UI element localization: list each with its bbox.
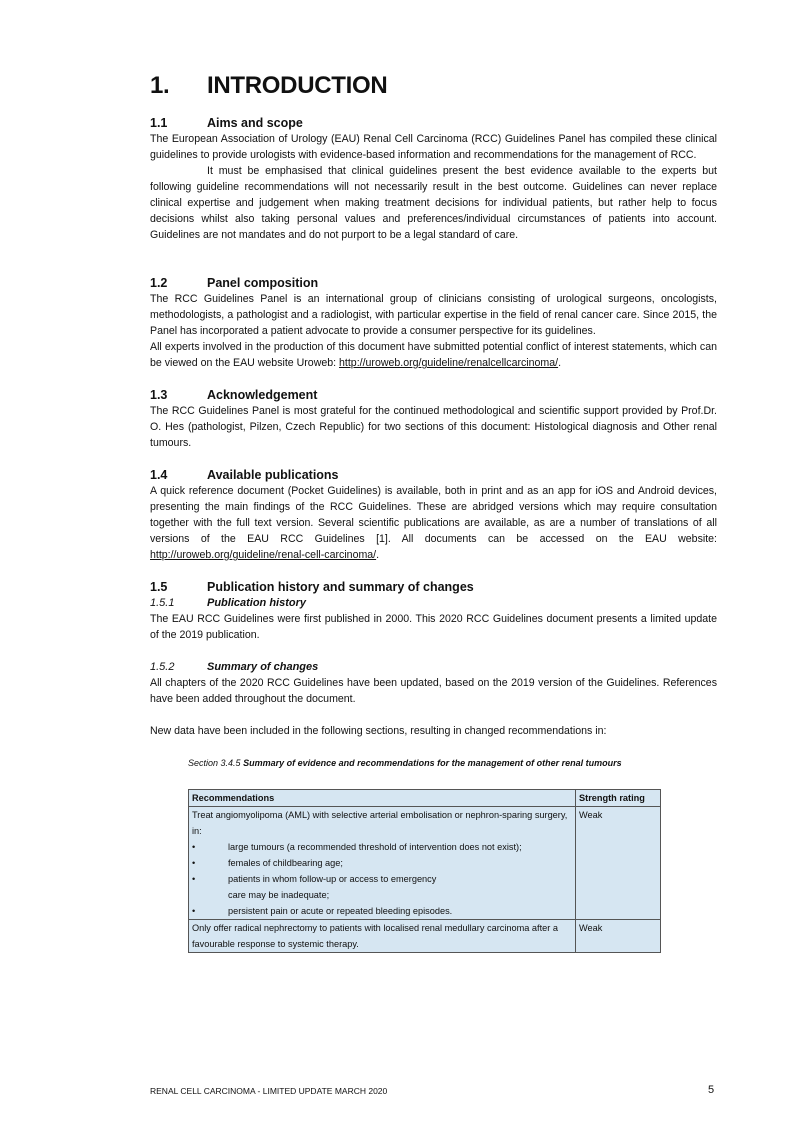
page-number: 5 <box>708 1084 715 1096</box>
section-1-3 <box>150 387 717 451</box>
section-heading: 1.1 Aims and scope <box>150 116 303 130</box>
table-header-row: Recommendations Strength rating <box>189 790 661 807</box>
recommendations-table <box>188 789 661 953</box>
paragraph: The RCC Guidelines Panel is most grateful for the continued methodological and scientific support provided by Prof.Dr. O. Hes (pathologist, Pilzen, Czech Republic) for two sections of this document: Histological diagnosis and Other renal tumours. <box>150 405 717 449</box>
section-1-4 <box>150 467 717 563</box>
paragraph: The European Association of Urology (EAU) Renal Cell Carcinoma (RCC) Guidelines Panel has compiled these clinical guidelines to provide urologists with evidence-based information and recommendations for the management of RCC. <box>150 133 717 161</box>
paragraph: All experts involved in the production of this document have submitted potential conflict of interest statements, which can be viewed on the EAU website Uroweb: http://uroweb.org/guideline/renalcellcarcinoma/. <box>150 341 717 369</box>
uroweb-link[interactable]: http://uroweb.org/guideline/renalcellcarcinoma/ <box>339 357 559 369</box>
subsection-heading: 1.5.2 Summary of changes <box>150 661 319 673</box>
section-heading: 1.5 Publication history and summary of changes <box>150 580 474 594</box>
table-caption: Section 3.4.5 Summary of evidence and recommendations for the management of other renal tumours <box>188 758 622 768</box>
chapter-title: 1. INTRODUCTION <box>150 72 388 99</box>
uroweb-link[interactable]: http://uroweb.org/guideline/renal-cell-carcinoma/ <box>150 549 377 561</box>
list-item: • females of childbearing age; <box>192 858 343 868</box>
section-1-2 <box>150 275 717 371</box>
paragraph: All chapters of the 2020 RCC Guidelines have been updated, based on the 2019 version of the Guidelines. References have been added throughout the document. <box>150 677 717 705</box>
section-heading: 1.4 Available publications <box>150 468 339 482</box>
table-row: Treat angiomyolipoma (AML) with selective arterial embolisation or nephron-sparing surgery, in: • large tumours (a recommended threshold of intervention does not exist); • females of childbearing age; • patients in whom follow-up or access to emergency care may be inadequate; • persistent pain or acute or repeated bleeding episodes. Weak <box>189 807 661 920</box>
section-heading: 1.3 Acknowledgement <box>150 388 318 402</box>
table-row: Only offer radical nephrectomy to patients with localised renal medullary carcinoma after a favourable response to systemic therapy. Weak <box>189 920 661 953</box>
paragraph: It must be emphasised that clinical guidelines present the best evidence available to the experts but following guideline recommendations will not necessarily result in the best outcome. Guidelines can never replace clinical expertise and judgement when making treatment decisions for individual patients, but rather help to focus decisions whilst also taking personal values and preferences/individual circumstances of patients into account. Guidelines are not mandates and do not purport to be a legal standard of care. <box>150 165 717 241</box>
paragraph: The RCC Guidelines Panel is an international group of clinicians consisting of urological surgeons, oncologists, methodologists, a pathologist and a radiologist, with particular expertise in the field of renal cancer care. Since 2015, the Panel has incorporated a patient advocate to provide a consumer perspective for its guidelines. <box>150 293 717 337</box>
paragraph: A quick reference document (Pocket Guidelines) is available, both in print and as an app for iOS and Android devices, presenting the main findings of the RCC Guidelines. These are abridged versions which may require consultation together with the full text version. Several scientific publications are available, as are a number of translations of all versions of the EAU RCC Guidelines [1]. All documents can be accessed on the EAU website: http://uroweb.org/guideline/renal-cell-carcinoma/. <box>150 485 717 561</box>
paragraph: The EAU RCC Guidelines were first published in 2000. This 2020 RCC Guidelines document presents a limited update of the 2019 publication. <box>150 613 717 641</box>
subsection-heading: 1.5.1 Publication history <box>150 597 307 609</box>
section-1-5 <box>150 579 717 739</box>
list-item: • patients in whom follow-up or access to emergency care may be inadequate; <box>192 874 437 900</box>
section-heading: 1.2 Panel composition <box>150 276 319 290</box>
list-item: • persistent pain or acute or repeated bleeding episodes. <box>192 906 453 916</box>
list-item: • large tumours (a recommended threshold of intervention does not exist); <box>192 842 522 852</box>
section-1-1 <box>150 115 717 243</box>
paragraph: New data have been included in the following sections, resulting in changed recommendations in: <box>150 725 607 737</box>
page-footer: RENAL CELL CARCINOMA - LIMITED UPDATE MARCH 2020 <box>150 1086 388 1096</box>
